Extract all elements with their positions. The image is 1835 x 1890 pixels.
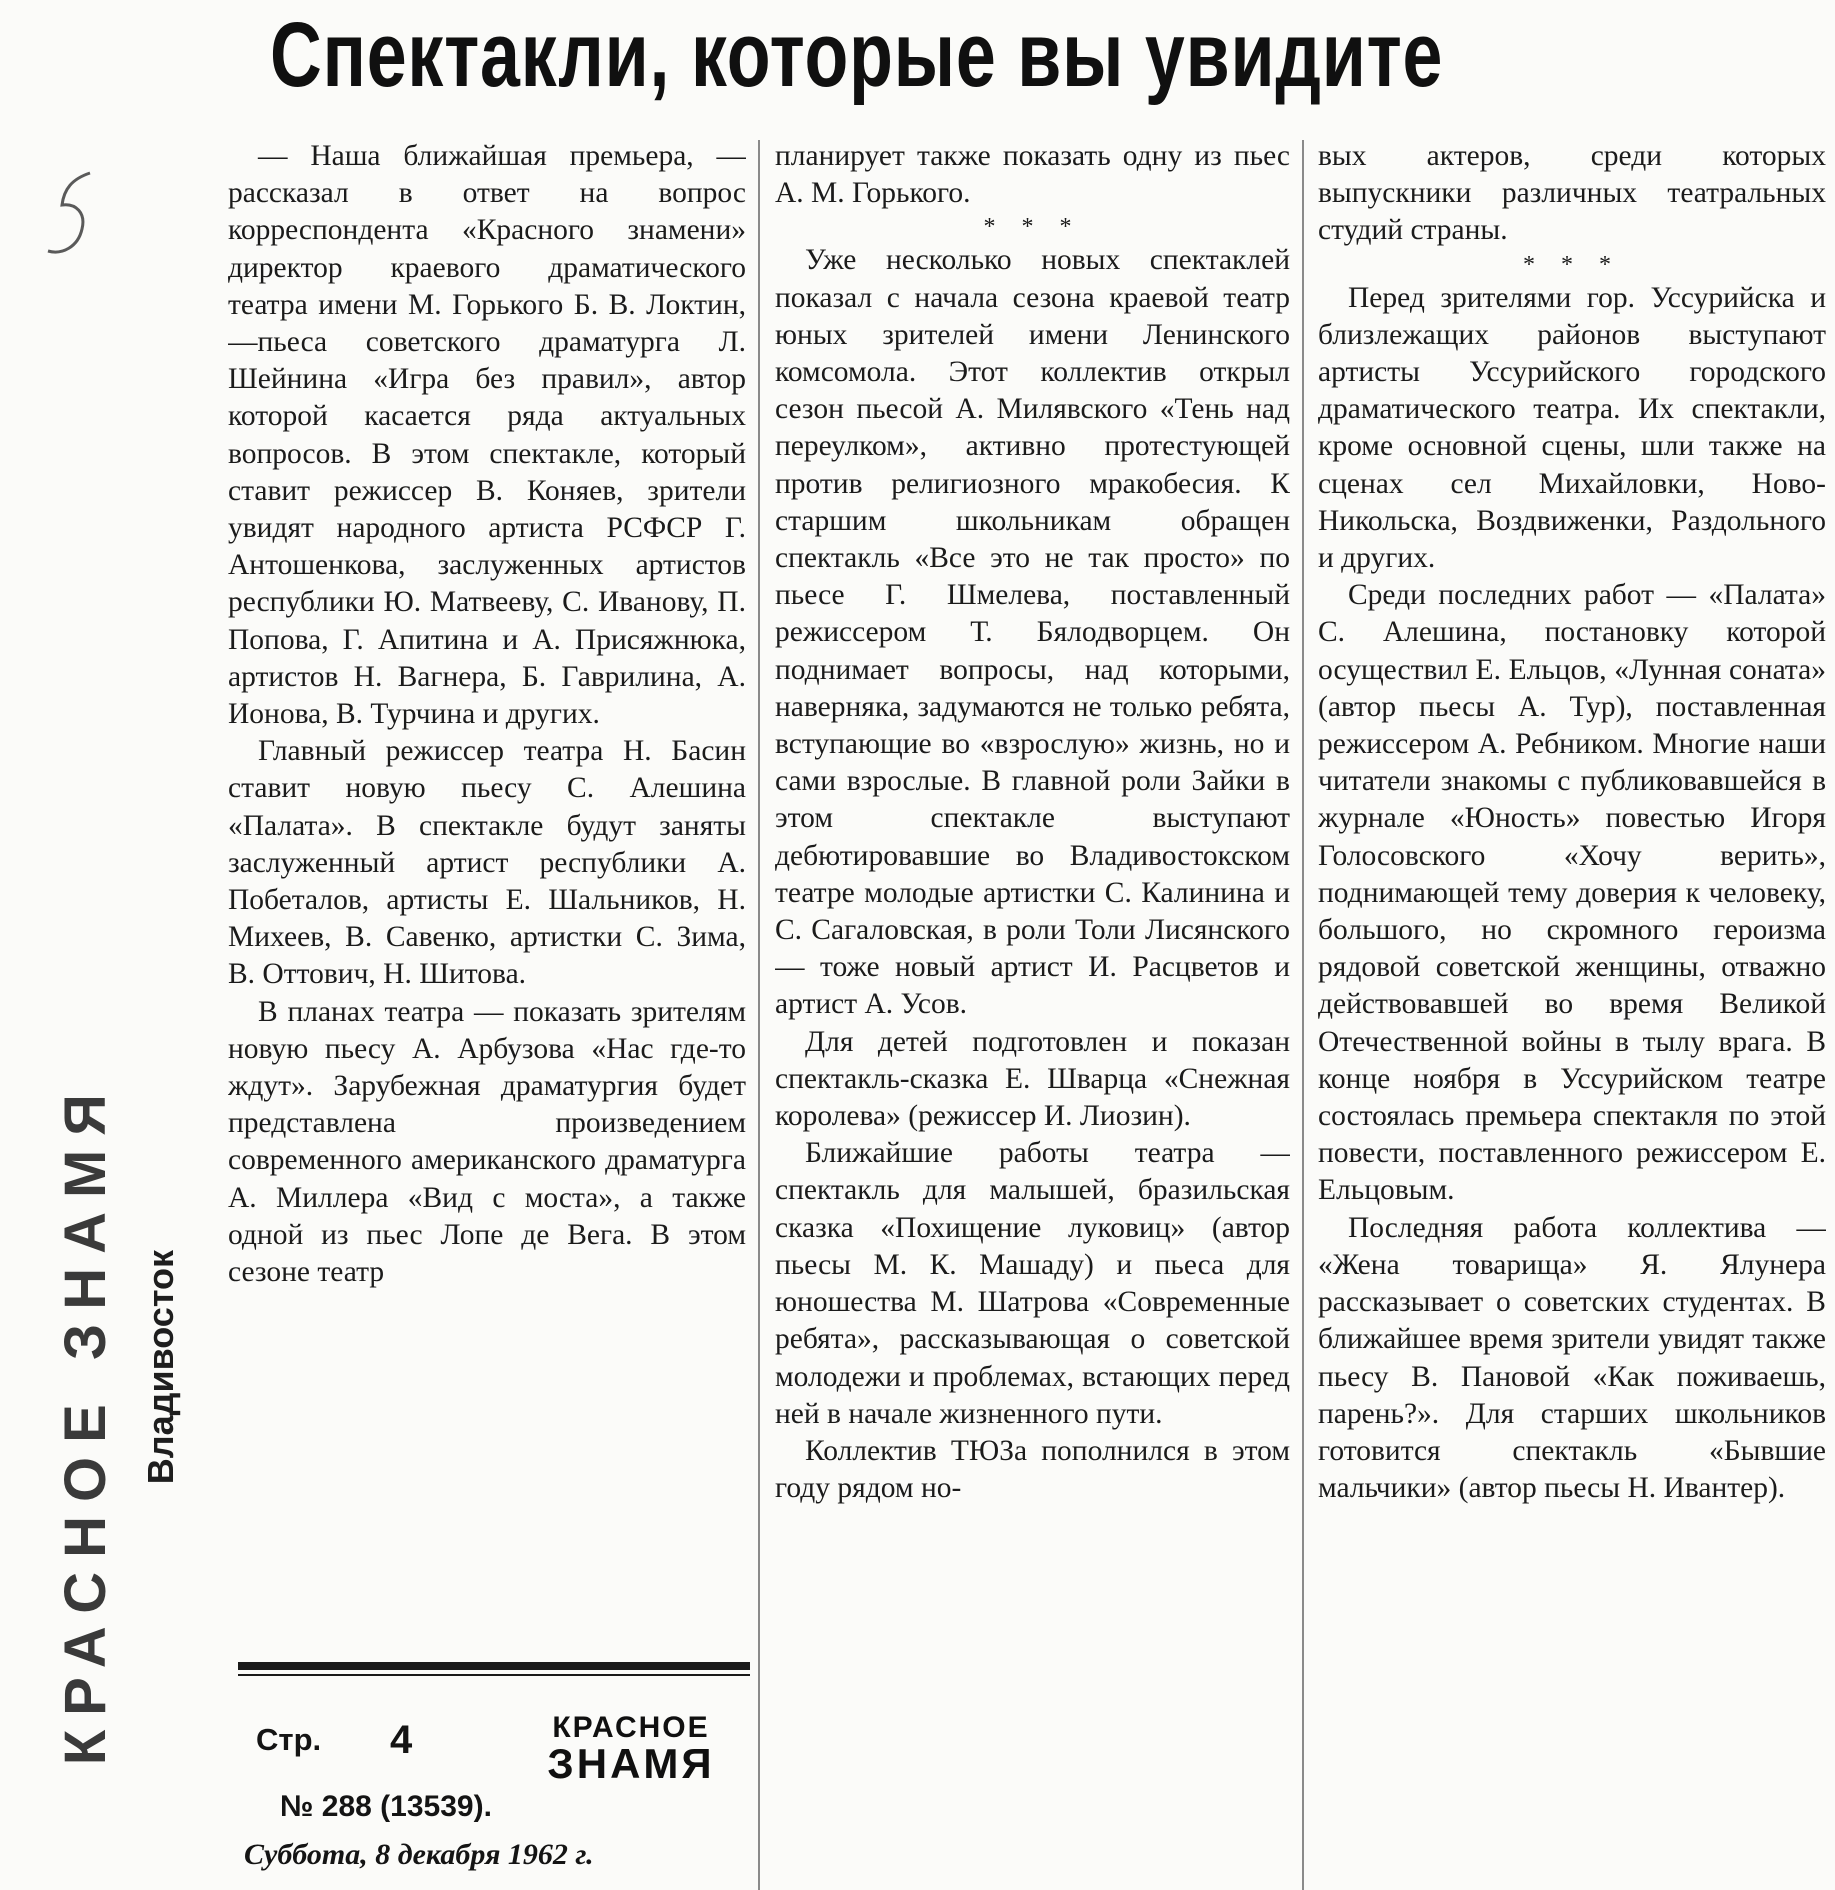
- paragraph: В планах театра — показать зрителям новую пьесу А. Арбузова «Нас где-то ждут». Зарубежная драматургия будет представлена произведением современного американского драматурга А. Миллера «Вид с моста», а также одной из пьес Лопе де Вега. В этом сезоне театр: [228, 995, 746, 1289]
- column-divider: [758, 140, 760, 1890]
- masthead-line-1: КРАСНОЕ: [552, 1711, 710, 1744]
- page-label: Стр.: [256, 1722, 322, 1757]
- paragraph: Главный режиссер театра Н. Басин ставит новую пьесу С. Алешина «Палата». В спектакле будут заняты заслуженный артист республики А. Побеталов, артисты Е. Шальников, Н. Михеев, В. Савенко, артистки С. Зима, В. Оттович, Н. Шитова.: [228, 735, 746, 991]
- page-number: 4: [390, 1718, 413, 1762]
- issue-date: Суббота, 8 декабря 1962 г.: [244, 1838, 594, 1871]
- handwritten-mark: [42, 165, 102, 275]
- paragraph: Для детей подготовлен и показан спектакль-сказка Е. Шварца «Снежная королева» (режиссер И. Лиозин).: [775, 1025, 1290, 1133]
- section-separator: * * *: [983, 214, 1082, 241]
- sidebar-paper-name: КРАСНОЕ ЗНАМЯ: [53, 1080, 118, 1766]
- issue-number: № 288 (13539).: [280, 1790, 492, 1823]
- masthead-logo: [526, 1711, 736, 1787]
- paragraph: Последняя работа коллектива — «Жена товарища» Я. Ялунера рассказывает о советских студентах. В ближайшее время зрители увидят также пьесу В. Пановой «Как поживаешь, парень?». Для старших школьников готовится спектакль «Бывшие мальчики» (автор пьесы Н. Ивантер).: [1318, 1211, 1826, 1505]
- paragraph: Среди последних работ — «Палата» С. Алешина, постановку которой осуществил Е. Ельцов, «Лунная соната» (автор пьесы А. Тур), поставленная режиссером А. Ребником. Многие наши читатели знакомы с публиковавшейся в журнале «Юность» повестью Игоря Голосовского «Хочу верить», поднимающей тему доверия к человеку, большого, но скромного героизма рядовой советской женщины, отважно действовавшей во время Великой Отечественной войны в тылу врага. В конце ноября в Уссурийском театре состоялась премьера спектакля по этой повести, поставленного режиссером Е. Ельцовым.: [1318, 579, 1826, 1207]
- headline: Спектакли, которые вы увидите: [270, 4, 1444, 106]
- footer-rule: [238, 1674, 750, 1676]
- paragraph: — Наша ближайшая премьера, — рассказал в ответ на вопрос корреспондента «Красного знамени» директор краевого драматического театра имени М. Горького Б. В. Локтин,—пьеса советского драматурга Л. Шейнина «Игра без правил», автор которой касается ряда актуальных вопросов. В этом спектакле, который ставит режиссер В. Коняев, зрители увидят народного артиста РСФСР Г. Антошенкова, заслуженных артистов республики Ю. Матвееву, С. Иванову, П. Попова, Г. Апитина и А. Присяжнюка, артистов Н. Вагнера, Б. Гаврилина, А. Ионова, В. Турчина и других.: [228, 140, 746, 731]
- paragraph: Коллектив ТЮЗа пополнился в этом году рядом но-: [775, 1434, 1290, 1505]
- article-column-2: [775, 138, 1290, 1890]
- paragraph: Ближайшие работы театра — спектакль для малышей, бразильская сказка «Похищение луковиц» (автор пьесы М. К. Машаду) и пьеса для юношества М. Шатрова «Современные ребята», рассказывающая о советской молодежи и проблемах, встающих перед ней в начале жизненного пути.: [775, 1137, 1290, 1430]
- footer-rule: [238, 1662, 750, 1670]
- column-divider: [1302, 140, 1304, 1890]
- article-column-1: [228, 138, 746, 1628]
- paragraph: планирует также показать одну из пьес А. М. Горького.: [775, 140, 1290, 210]
- article-column-3: [1318, 138, 1826, 1890]
- section-separator: * * *: [1523, 251, 1621, 278]
- masthead-line-2: ЗНАМЯ: [547, 1740, 715, 1787]
- sidebar-city: Владивосток: [140, 1250, 181, 1485]
- paragraph: вых актеров, среди которых выпускники различных театральных студий страны.: [1318, 140, 1826, 247]
- paragraph: Перед зрителями гор. Уссурийска и близлежащих районов выступают артисты Уссурийского городского драматического театра. Их спектакли, кроме основной сцены, шли также на сценах сел Михайловки, Ново-Никольска, Воздвиженки, Раздольного и других.: [1318, 281, 1826, 575]
- paragraph: Уже несколько новых спектаклей показал с начала сезона краевой театр юных зрителей имени Ленинского комсомола. Этот коллектив открыл сезон пьесой А. Милявского «Тень над переулком», активно протестующей против религиозного мракобесия. К старшим школьникам обращен спектакль «Все это не так просто» по пьесе Г. Шмелева, поставленный режиссером Т. Бялодворцем. Он поднимает вопросы, над которыми, наверняка, задумаются не только ребята, вступающие во «взрослую» жизнь, но и сами взрослые. В главной роли Зайки в этом спектакле выступают дебютировавшие во Владивостокском театре молодые артистки С. Калинина и С. Сагаловская, в роли Толи Лисянского — тоже новый артист И. Расцветов и артист А. Усов.: [775, 244, 1290, 1021]
